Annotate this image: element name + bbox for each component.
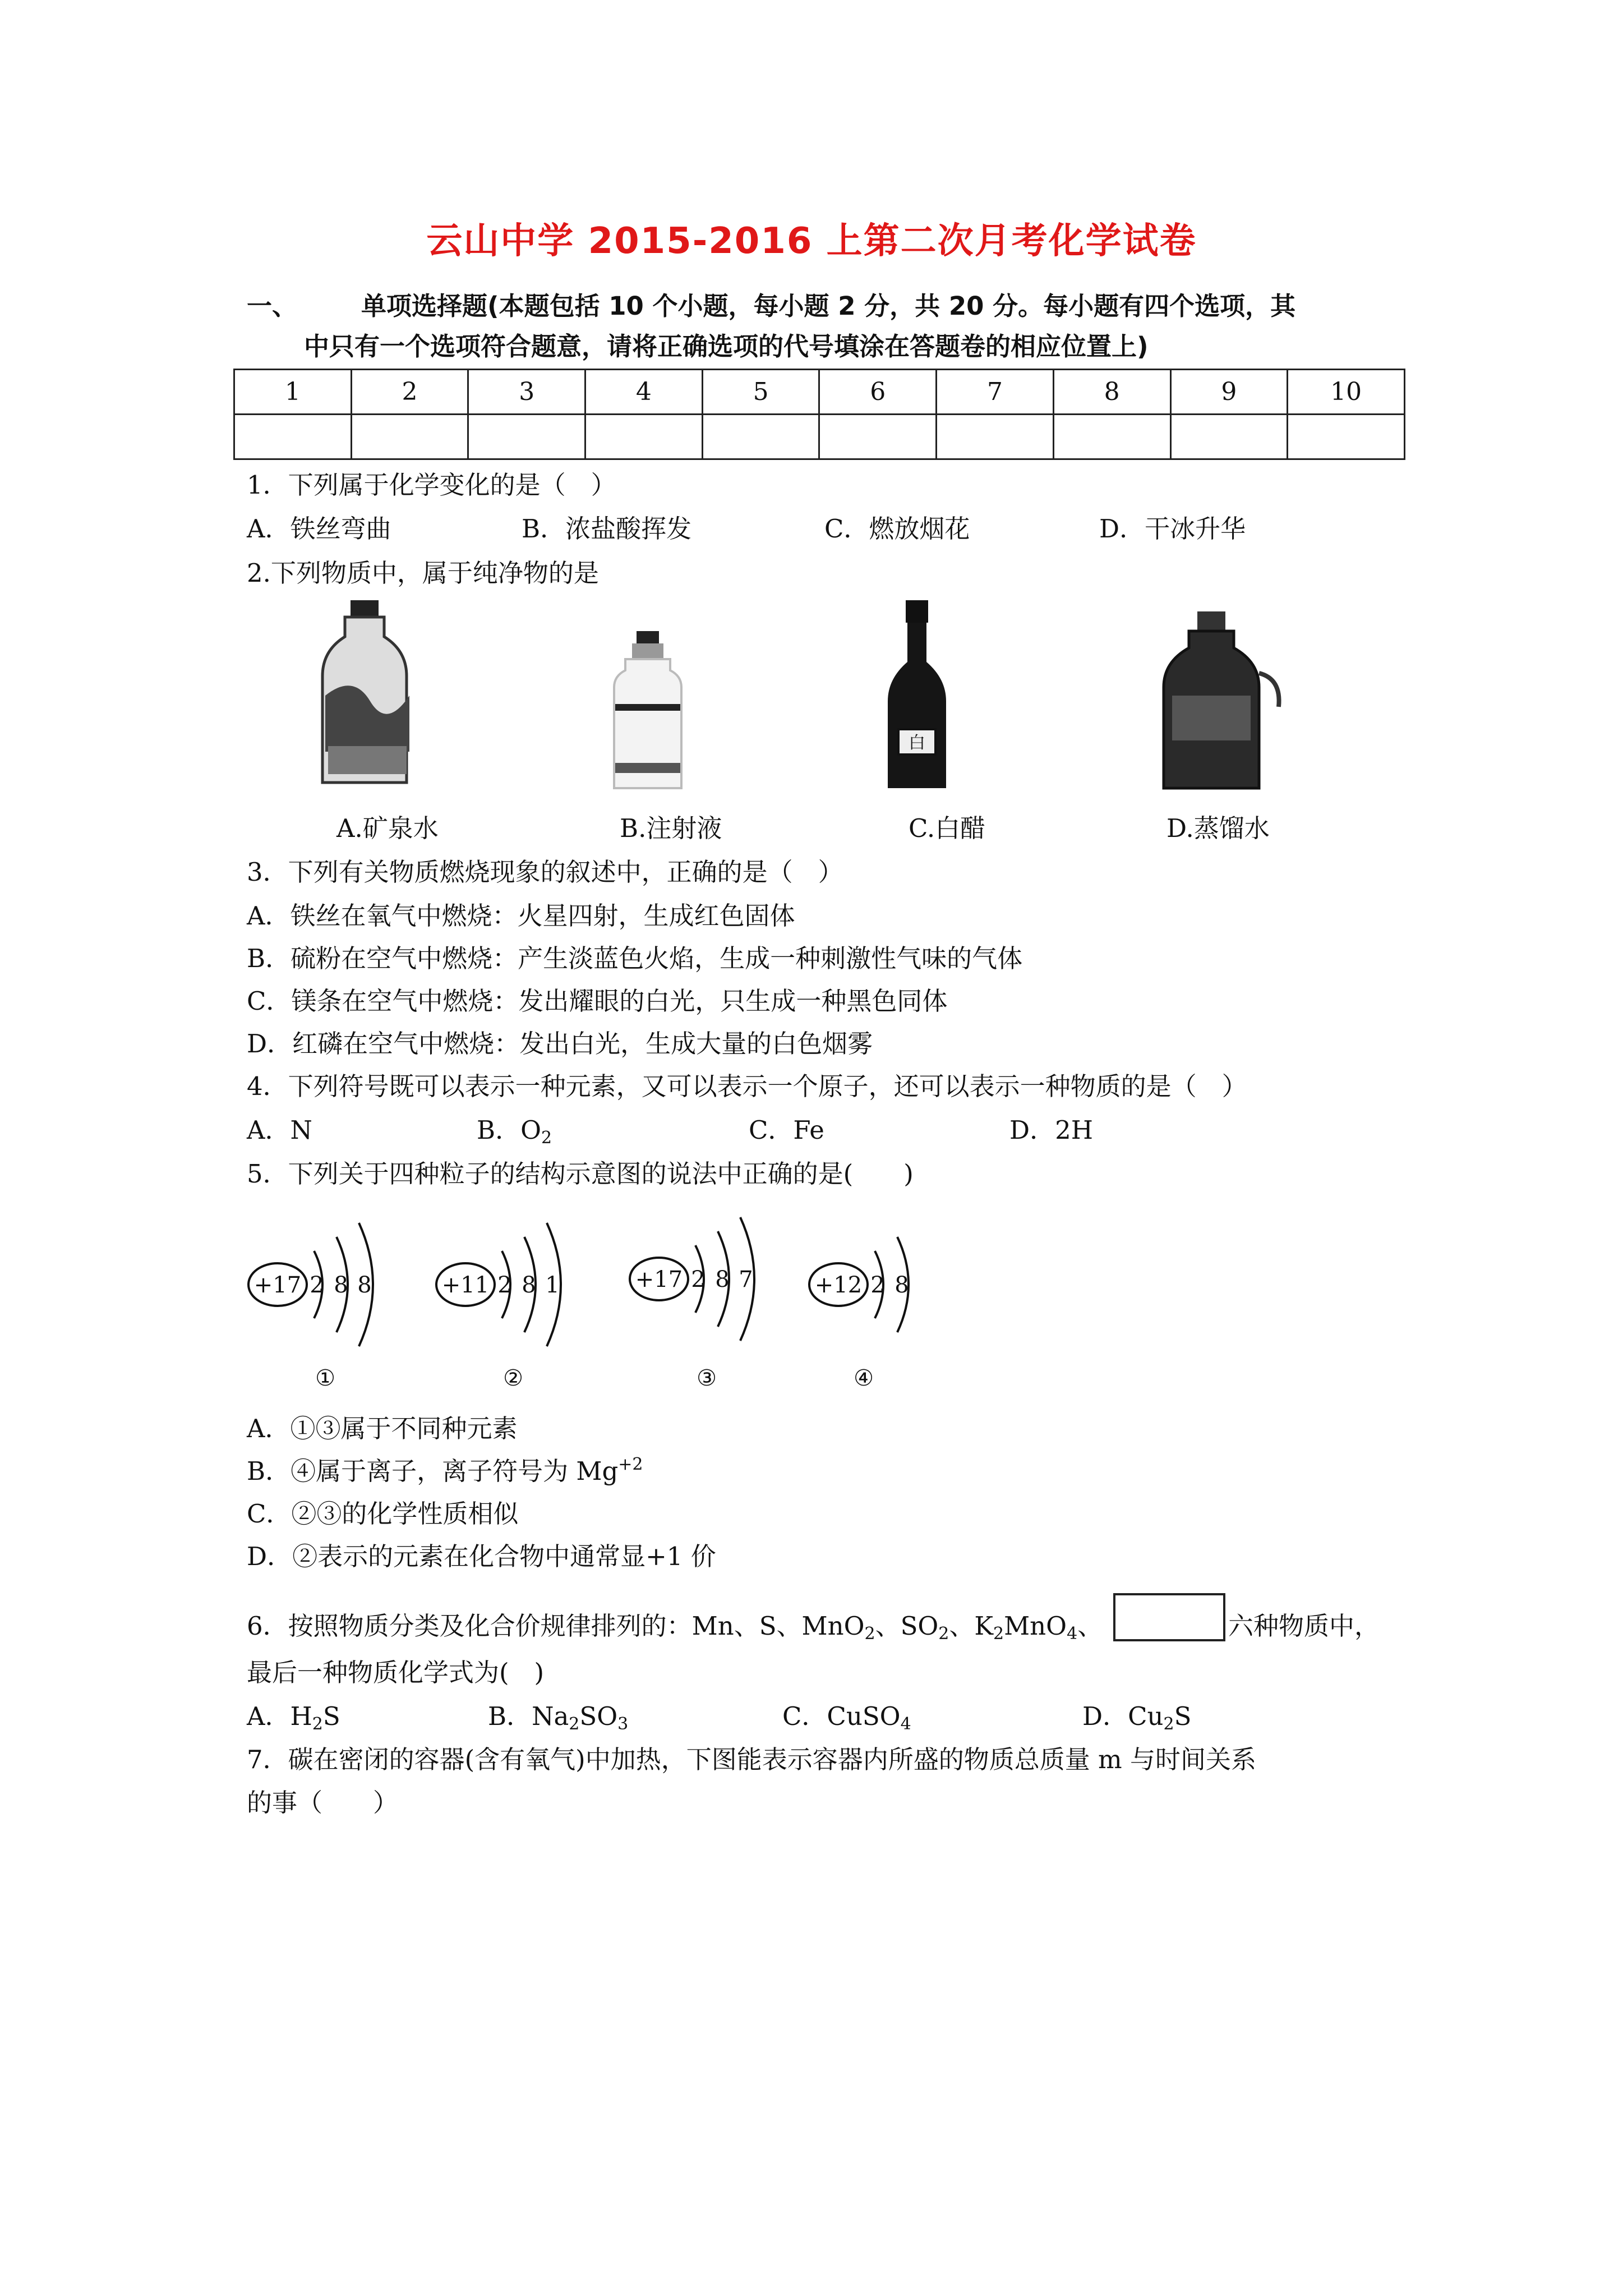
q6-option-b-subscript: 2 bbox=[569, 1714, 580, 1734]
electron-count: 8 bbox=[522, 1272, 536, 1298]
q6-blank-box[interactable] bbox=[1113, 1593, 1225, 1641]
particle-label: ③ bbox=[697, 1365, 717, 1391]
q6-stem-subscript: 2 bbox=[864, 1624, 875, 1644]
q6-stem-line2: 最后一种物质化学式为( ) bbox=[247, 1658, 545, 1687]
distilled-water-bottle-image bbox=[1155, 611, 1284, 791]
answer-header-cell: 1 bbox=[234, 370, 352, 415]
svg-text:白: 白 bbox=[909, 733, 925, 753]
electron-count: 7 bbox=[739, 1267, 753, 1292]
q6-stem-subscript: 4 bbox=[1067, 1624, 1078, 1644]
question-7-stem-line2: 的事（ ） bbox=[247, 1788, 399, 1818]
atomic-structure-diagrams bbox=[241, 1200, 981, 1408]
answer-blank-cell[interactable] bbox=[351, 415, 468, 459]
q4-option-d: D．2H bbox=[1009, 1115, 1093, 1145]
question-6-stem bbox=[247, 1605, 1103, 1642]
question-2-stem: 2.下列物质中，属于纯净物的是 bbox=[247, 558, 599, 588]
q1-option-c: C．燃放烟花 bbox=[824, 514, 970, 544]
particle-label: ④ bbox=[854, 1365, 874, 1391]
particle-diagram-1 bbox=[248, 1223, 373, 1391]
answer-blank-cell[interactable] bbox=[702, 415, 819, 459]
question-4-stem: 4．下列符号既可以表示一种元素，又可以表示一个原子，还可以表示一种物质的是（ ） bbox=[247, 1071, 1247, 1101]
answer-header-cell: 8 bbox=[1053, 370, 1170, 415]
particle-diagram-4 bbox=[809, 1237, 909, 1391]
q6-stem-part: 、 bbox=[1077, 1611, 1103, 1641]
injection-liquid-bottle-image bbox=[608, 631, 693, 791]
answer-header-cell: 4 bbox=[585, 370, 703, 415]
q3-option-b: B．硫粉在空气中燃烧：产生淡蓝色火焰，生成一种刺激性气味的气体 bbox=[247, 944, 1023, 973]
q6-option-b-text: SO bbox=[579, 1701, 618, 1731]
answer-header-cell: 6 bbox=[819, 370, 937, 415]
q1-option-b: B．浓盐酸挥发 bbox=[522, 514, 692, 544]
q4-option-b-subscript: 2 bbox=[541, 1128, 552, 1148]
q2-option-d: D.蒸馏水 bbox=[1166, 813, 1270, 843]
q3-option-c: C．镁条在空气中燃烧：发出耀眼的白光，只生成一种黑色同体 bbox=[247, 986, 948, 1016]
section-instructions-line1: 单项选择题(本题包括 10 个小题，每小题 2 分，共 20 分。每小题有四个选项，其 bbox=[361, 291, 1296, 321]
answer-header-cell: 3 bbox=[468, 370, 585, 415]
q4-option-a: A．N bbox=[247, 1115, 312, 1145]
electron-count: 8 bbox=[357, 1272, 372, 1298]
particle-diagram-3 bbox=[630, 1217, 754, 1391]
q1-option-d: D．干冰升华 bbox=[1099, 514, 1246, 544]
q2-option-b: B.注射液 bbox=[620, 813, 722, 843]
q6-option-b bbox=[488, 1696, 628, 1732]
q6-option-c-text: C．CuSO bbox=[782, 1701, 901, 1731]
answer-header-cell: 2 bbox=[351, 370, 468, 415]
q5-option-d: D．②表示的元素在化合物中通常显+1 价 bbox=[247, 1542, 716, 1571]
exam-title: 云山中学 2015-2016 上第二次月考化学试卷 bbox=[426, 220, 1197, 262]
q6-stem-part: 、SO bbox=[875, 1611, 939, 1641]
q6-stem-subscript: 2 bbox=[993, 1624, 1004, 1644]
q6-option-b-subscript: 3 bbox=[617, 1714, 629, 1734]
answer-table-blank-row bbox=[234, 415, 1405, 459]
electron-count: 2 bbox=[497, 1272, 512, 1298]
particle-label: ① bbox=[315, 1365, 335, 1391]
answer-table bbox=[233, 369, 1405, 460]
answer-blank-cell[interactable] bbox=[1053, 415, 1170, 459]
question-1-stem: 1．下列属于化学变化的是（ ） bbox=[247, 470, 616, 500]
answer-header-cell: 7 bbox=[937, 370, 1054, 415]
q3-option-d: D．红磷在空气中燃烧：发出白光，生成大量的白色烟雾 bbox=[247, 1029, 873, 1059]
section-number: 一、 bbox=[247, 291, 298, 321]
answer-header-cell: 9 bbox=[1170, 370, 1288, 415]
q5-option-b-superscript: +2 bbox=[618, 1455, 643, 1474]
q6-option-a bbox=[247, 1696, 340, 1732]
q4-option-b bbox=[477, 1110, 552, 1146]
electron-count: 2 bbox=[310, 1272, 324, 1298]
nucleus-charge: +17 bbox=[253, 1272, 302, 1298]
q5-option-c: C．②③的化学性质相似 bbox=[247, 1499, 519, 1529]
q3-option-a: A．铁丝在氧气中燃烧：火星四射，生成红色固体 bbox=[247, 901, 795, 931]
nucleus-charge: +11 bbox=[441, 1272, 490, 1298]
answer-blank-cell[interactable] bbox=[1288, 415, 1405, 459]
nucleus-charge: +12 bbox=[814, 1272, 863, 1298]
section-heading bbox=[247, 286, 1396, 367]
electron-count: 2 bbox=[870, 1272, 885, 1298]
answer-blank-cell[interactable] bbox=[1170, 415, 1288, 459]
nucleus-charge: +17 bbox=[635, 1267, 683, 1292]
q1-option-a: A．铁丝弯曲 bbox=[247, 514, 391, 544]
q4-option-c: C．Fe bbox=[749, 1115, 824, 1145]
q6-option-d-text: D．Cu bbox=[1082, 1701, 1164, 1731]
particle-label: ② bbox=[503, 1365, 523, 1391]
question-7-stem-line1: 7．碳在密闭的容器(含有氧气)中加热，下图能表示容器内所盛的物质总质量 m 与时间关系 bbox=[247, 1745, 1257, 1774]
answer-blank-cell[interactable] bbox=[937, 415, 1054, 459]
section-instructions-line2: 中只有一个选项符合题意，请将正确选项的代号填涂在答题卷的相应位置上) bbox=[304, 332, 1149, 361]
q6-stem-part: 6．按照物质分类及化合价规律排列的：Mn、S、MnO bbox=[247, 1611, 865, 1641]
mineral-water-bottle-image bbox=[314, 600, 426, 791]
q2-option-a: A.矿泉水 bbox=[336, 813, 439, 843]
q6-option-d-subscript: 2 bbox=[1163, 1714, 1174, 1734]
q6-option-a-subscript: 2 bbox=[312, 1714, 323, 1734]
answer-blank-cell[interactable] bbox=[585, 415, 703, 459]
white-vinegar-bottle-image bbox=[886, 600, 948, 791]
q6-option-d-text: S bbox=[1174, 1701, 1192, 1731]
answer-header-cell: 5 bbox=[702, 370, 819, 415]
q2-option-c: C.白醋 bbox=[909, 813, 986, 843]
particle-diagram-2 bbox=[436, 1223, 561, 1391]
electron-count: 2 bbox=[691, 1267, 706, 1292]
q6-option-a-text: S bbox=[322, 1701, 340, 1731]
answer-blank-cell[interactable] bbox=[234, 415, 352, 459]
answer-header-cell: 10 bbox=[1288, 370, 1405, 415]
question-5-stem: 5．下列关于四种粒子的结构示意图的说法中正确的是( ) bbox=[247, 1159, 914, 1189]
electron-count: 8 bbox=[895, 1272, 909, 1298]
answer-blank-cell[interactable] bbox=[819, 415, 937, 459]
q6-stem-subscript: 2 bbox=[938, 1624, 949, 1644]
q6-stem-part: 、K bbox=[949, 1611, 994, 1641]
q5-option-b bbox=[247, 1451, 643, 1487]
q6-option-c bbox=[782, 1696, 911, 1732]
answer-table-header-row bbox=[234, 370, 1405, 415]
question-3-stem: 3．下列有关物质燃烧现象的叙述中，正确的是（ ） bbox=[247, 857, 843, 887]
q6-stem-tail: 六种物质中， bbox=[1228, 1611, 1380, 1641]
answer-blank-cell[interactable] bbox=[468, 415, 585, 459]
q6-option-c-subscript: 4 bbox=[900, 1714, 911, 1734]
q4-option-b-text: B．O bbox=[477, 1115, 541, 1145]
q6-option-b-text: B．Na bbox=[488, 1701, 569, 1731]
q5-option-a: A．①③属于不同种元素 bbox=[247, 1414, 518, 1443]
electron-count: 1 bbox=[545, 1272, 560, 1298]
electron-count: 8 bbox=[334, 1272, 348, 1298]
electron-count: 8 bbox=[715, 1267, 730, 1292]
q6-stem-part: MnO bbox=[1004, 1611, 1067, 1641]
q6-option-d bbox=[1082, 1696, 1191, 1732]
q5-option-b-text: B．④属于离子，离子符号为 Mg bbox=[247, 1456, 619, 1486]
q6-option-a-text: A．H bbox=[247, 1701, 312, 1731]
